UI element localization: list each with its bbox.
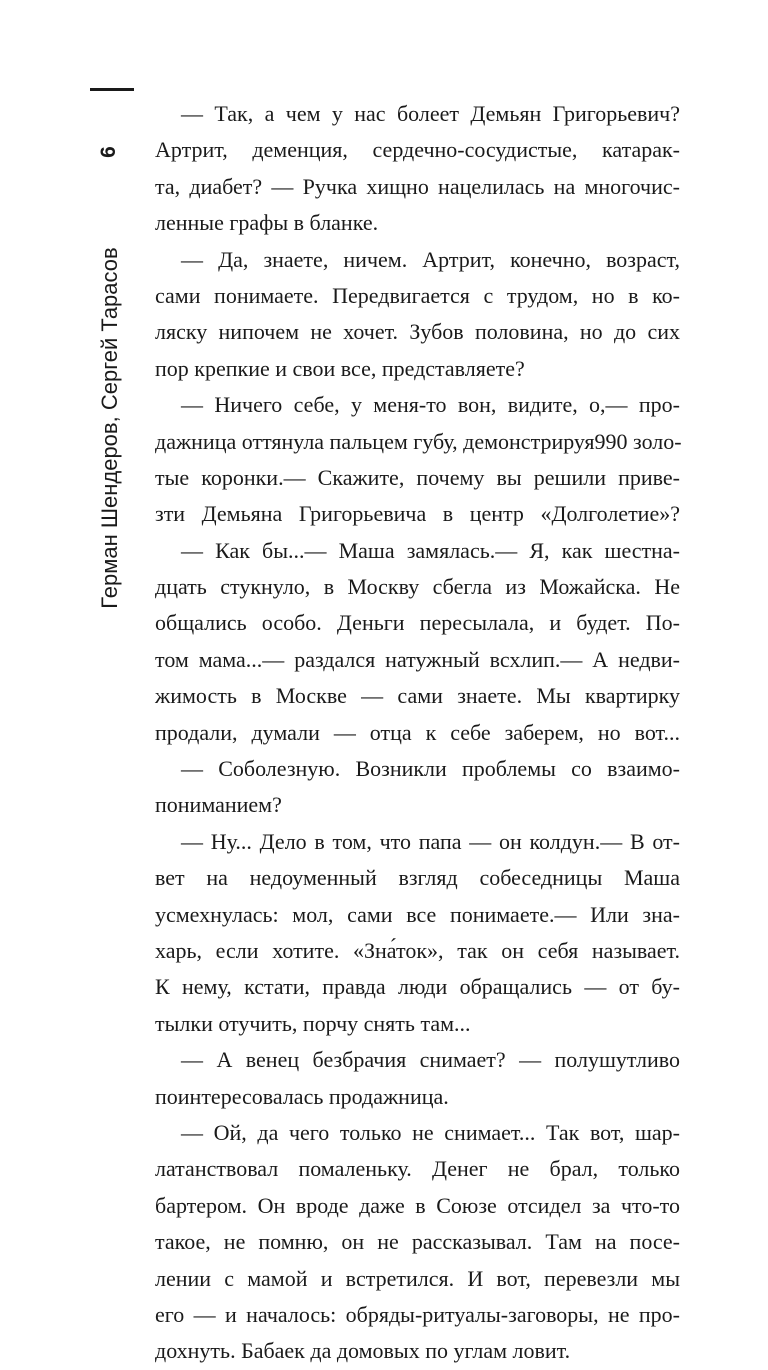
text-line: сами понимаете. Передвигается с трудом, но в ко- (155, 282, 680, 308)
text-line: дцать стукнуло, в Москву сбегла из Можайска. Не (155, 574, 680, 600)
text-line: лении с мамой и встретился. И вот, перевезли мы (155, 1265, 680, 1291)
text-line: такое, не помню, он не рассказывал. Там на посе- (155, 1229, 680, 1255)
text-line: — Ну... Дело в том, что папа — он колдун.— В от- (181, 828, 680, 854)
text-line: харь, если хотите. «Зна́ток», так он себя называет. (155, 937, 680, 963)
text-line: тылки отучить, порчу снять там... (155, 1010, 471, 1036)
text-line: — Ничего себе, у меня-то вон, видите, о,— про- (181, 392, 680, 418)
page-number: 6 (97, 146, 120, 158)
text-line: бартером. Он вроде даже в Союзе отсидел за что-то (155, 1192, 680, 1218)
text-line: латанствовал помаленьку. Денег не брал, только (155, 1156, 680, 1182)
text-line: дажница оттянула пальцем губу, демонстрируя990 золо- (155, 428, 682, 454)
text-line: К нему, кстати, правда люди обращались — от бу- (155, 974, 680, 1000)
text-line: общались особо. Деньги пересылала, и будет. По- (155, 610, 680, 636)
text-line: поинтересовалась продажница. (155, 1083, 449, 1109)
header-rule (90, 88, 134, 91)
text-line: — Да, знаете, ничем. Артрит, конечно, возраст, (181, 246, 680, 272)
text-line: ленные графы в бланке. (155, 210, 379, 236)
text-line: — Как бы...— Маша замялась.— Я, как шестна- (181, 537, 680, 563)
text-line: — Так, а чем у нас болеет Демьян Григорьевич? (181, 101, 680, 126)
text-line: вет на недоуменный взгляд собеседницы Маша (155, 865, 680, 891)
text-line: — Ой, да чего только не снимает... Так вот, шар- (181, 1119, 680, 1145)
text-line: дохнуть. Бабаек да домовых по углам ловит. (155, 1338, 571, 1364)
text-line: — А венец безбрачия снимает? — полушутливо (181, 1047, 680, 1073)
text-line: жимость в Москве — сами знаете. Мы квартирку (155, 683, 680, 709)
running-head-authors: Герман Шендеров, Сергей Тарасов (97, 247, 122, 609)
text-line: тые коронки.— Скажите, почему вы решили приве- (155, 464, 680, 490)
text-line: Артрит, деменция, сердечно-сосудистые, катарак- (155, 137, 680, 163)
text-line: пониманием? (155, 792, 282, 818)
text-line: ляску нипочем не хочет. Зубов половина, но до сих (155, 319, 680, 345)
text-line: его — и началось: обряды-ритуалы-заговоры, не про- (155, 1301, 680, 1327)
text-line: зти Демьяна Григорьевича в центр «Долголетие»? (155, 501, 680, 527)
text-line: усмехнулась: мол, сами все понимаете.— Или зна- (155, 901, 680, 927)
text-line: том мама...— раздался натужный всхлип.— А недви- (155, 646, 680, 672)
text-line: — Соболезную. Возникли проблемы со взаимо- (181, 756, 680, 782)
text-line: та, диабет? — Ручка хищно нацелилась на многочис- (155, 173, 680, 199)
text-line: продали, думали — отца к себе заберем, но вот... (155, 719, 680, 745)
body-text (155, 96, 680, 1370)
text-line: пор крепкие и свои все, представляете? (155, 355, 525, 381)
